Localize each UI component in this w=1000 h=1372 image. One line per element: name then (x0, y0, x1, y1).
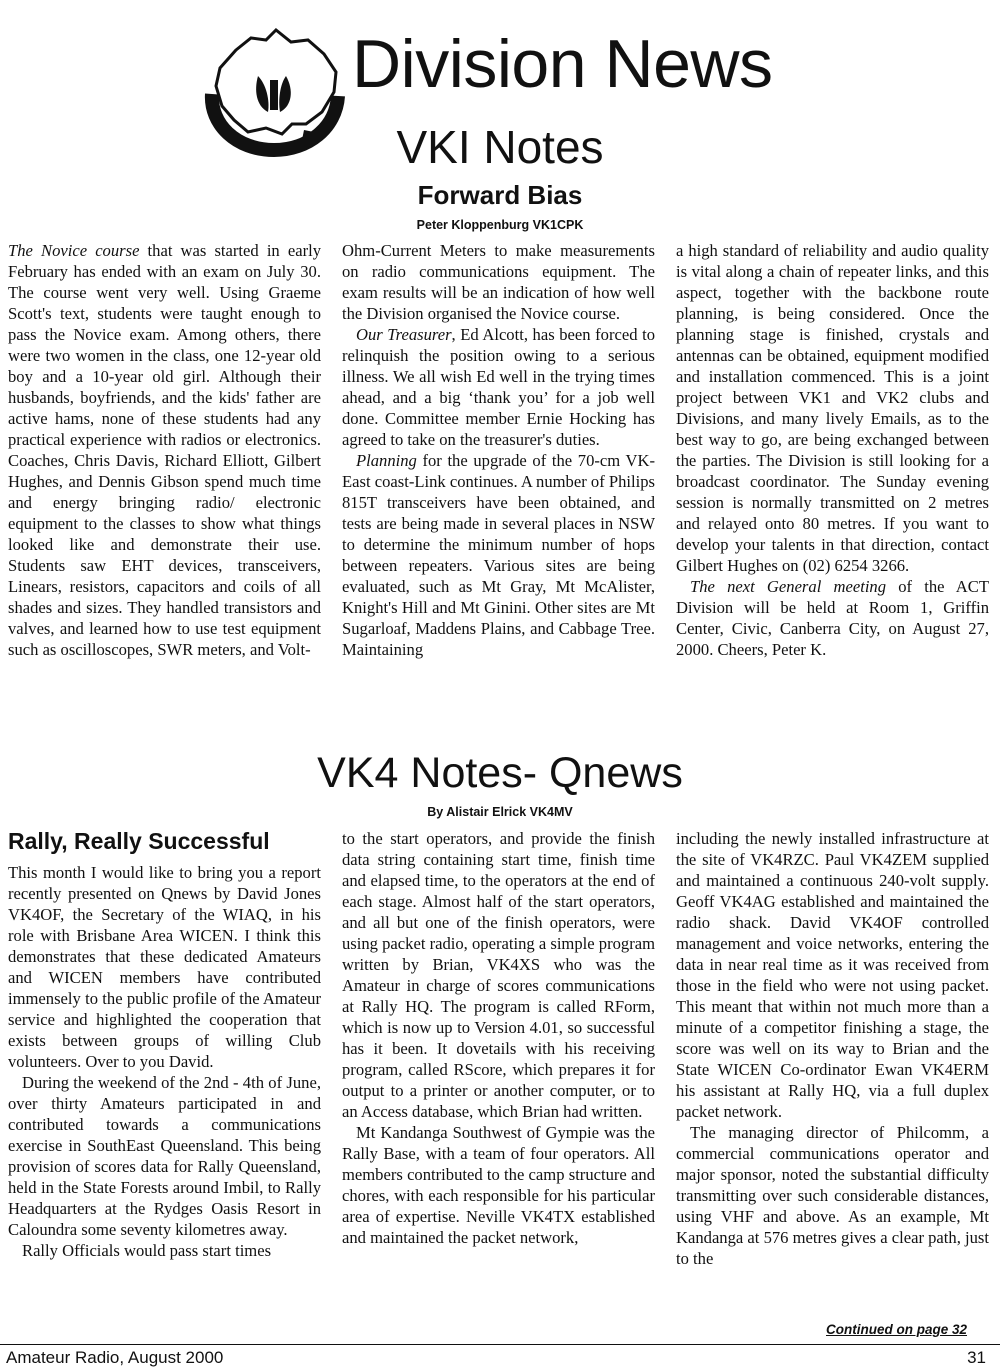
body-text: for the upgrade of the 70-cm VK-East coast-Link continues. A number of Philips 815T transceivers have been obtained, and tests are being made in several places in NSW to determine the minimum number of hops between repeaters. Various sites are being evaluated, such as Mt Gray, Mt McAlister, Knight's Hill and Mt Ginini. Other sites are Mt Sugarloaf, Maddens Plains, and Cabbage Tree. Maintaining (342, 451, 655, 659)
lead-phrase: The Novice course (8, 241, 140, 260)
article-heading: Rally, Really Successful (8, 828, 270, 854)
page-title: Division News (352, 26, 773, 102)
vk4-section-title: VK4 Notes- Qnews (317, 749, 683, 797)
vk4-paragraph: Rally Officials would pass start times (22, 1241, 272, 1260)
vk4-column-2 (342, 828, 655, 1342)
vk4-paragraph: Mt Kandanga Southwest of Gympie was the Rally Base, with a team of four operators. All members contributed to the camp structure and chores, with each responsible for his particular area of expertise. Neville VK4TX established and maintained the packet network, (342, 1123, 655, 1247)
vk4-paragraph: including the newly installed infrastructure at the site of VK4RZC. Paul VK4ZEM supplied and maintained a continuous 240-volt supply. Geoff VK4AG established and maintained the radio shack. David VK4OF controlled management and voice networks, entering the data in near real time as it was received from those in the field who were not using packet. This meant that within not much more than a minute of a competitor finishing a stage, the score was well on its way to Brian and the State WICEN Co-ordinator Ewan VK4ERM his assistant at Rally HQ, via a full duplex packet network. (676, 829, 989, 1121)
vk4-column-3 (676, 828, 989, 1322)
lead-phrase: The next General meeting (690, 577, 887, 596)
body-text: of the ACT Division will be held at Room 1, Griffin Center, Civic, Canberra City, on August 27, 2000. Cheers, Peter K. (676, 577, 989, 659)
lead-phrase: Planning (356, 451, 417, 470)
body-text: that was started in early February has ended with an exam on July 30. The course went very well. Using Graeme Scott's text, students were taught enough to pass the Novice exam. Among others, there were two women in the class, one 12-year old boy and a 10-year old girl. Although their husbands, boyfriends, and the kids' father are active hams, none of these students had any practical experience with radios or electronics. Coaches, Chris Davis, Richard Elliott, Gilbert Hughes, and Dennis Gibson spend much time and energy bringing radio/ electronic equipment to the classes to show what things looked like and demonstrate their use. Students saw EHT devices, transceivers, Linears, resistors, capacitors and coils of all shades and sizes. They handled transistors and valves, and learned how to use test equipment such as oscilloscopes, SWR meters, and Volt- (8, 241, 321, 659)
vk1-paragraph (342, 324, 655, 450)
footer-publication: Amateur Radio, August 2000 (6, 1348, 224, 1367)
vk1-column-title: Forward Bias (417, 180, 583, 210)
vk4-paragraph: During the weekend of the 2nd - 4th of June, over thirty Amateurs participated in and contributed towards a communications exercise in SouthEast Queensland. This being provision of scores data for Rally Queensland, held in the State Forests around Imbil, to Rally Headquarters at the Rydges Oasis Resort in Caloundra some seventy kilometres away. (8, 1073, 321, 1239)
page-number: 31 (967, 1348, 986, 1367)
vk4-paragraph: to the start operators, and provide the finish data string containing start time, finish time and elapsed time, to the operators at the end of each stage. Almost half of the start operators, and all but one of the finish operators, were using packet radio, operating a simple program written by Brian, VK4XS who was the Amateur in charge of scores communications at Rally HQ. The program is called RForm, which is now up to Version 4.01, so successful has it been. It dovetails with his receiving program, called RScore, which prepares it for output to a printer or another computer, or to an Access database, which Brian had written. (342, 829, 655, 1121)
vk1-column-1 (8, 240, 321, 750)
body-text: , Ed Alcott, has been forced to relinquish the position owing to a serious illness. We all wish Ed well in the trying times ahead, and a big ‘thank you’ for a job well done. Committee member Ernie Hocking has agreed to take on the treasurer's duties. (342, 325, 655, 449)
vk1-paragraph (342, 450, 655, 660)
footer-divider (0, 1344, 1000, 1345)
vk1-section-title: VKI Notes (396, 121, 604, 173)
vk4-byline: By Alistair Elrick VK4MV (427, 805, 573, 819)
vk1-column-3 (676, 240, 989, 710)
vk4-column-1 (8, 862, 321, 1340)
vk1-column-2 (342, 240, 655, 730)
vk1-paragraph (676, 576, 989, 660)
vk4-paragraph: The managing director of Philcomm, a commercial communications operator and major sponsor, noted the substantial difficulty transmitting over such considerable distances, using VHF and above. As an example, Mt Kandanga at 576 metres gives a clear path, just to the (676, 1123, 989, 1268)
vk1-paragraph: Ohm-Current Meters to make measurements on radio communications equipment. The exam results will be an indication of how well the Division organised the Novice course. (342, 241, 655, 323)
vk1-paragraph: a high standard of reliability and audio quality is vital along a chain of repeater links, and this aspect, together with the backbone route planning, is being considered. Once the planning stage is finished, crystals and antennas can be obtained, equipment modified and installation commenced. This is a joint project between VK1 and VK2 clubs and Divisions, and many lively Emails, as to the best way to go, are being exchanged between the parties. The Division is still looking for a broadcast coordinator. The Sunday evening session is normally transmitted on 2 metres and relayed onto 80 metres. If you want to develop your talents in that direction, contact Gilbert Hughes on (02) 6254 3266. (676, 241, 989, 575)
continued-link[interactable]: Continued on page 32 (826, 1322, 968, 1337)
vk1-byline: Peter Kloppenburg VK1CPK (416, 218, 584, 232)
vk4-paragraph: This month I would like to bring you a report recently presented on Qnews by David Jones VK4OF, the Secretary of the WIAQ, in his role with Brisbane Area WICEN. I think this demonstrates that these dedicated Amateurs and WICEN members have contributed immensely to the public profile of the Amateur service and highlighted the cooperation that exists between groups of willing Club volunteers. Over to you David. (8, 863, 321, 1071)
vk1-paragraph (8, 240, 321, 660)
lead-phrase: Our Treasurer (356, 325, 452, 344)
